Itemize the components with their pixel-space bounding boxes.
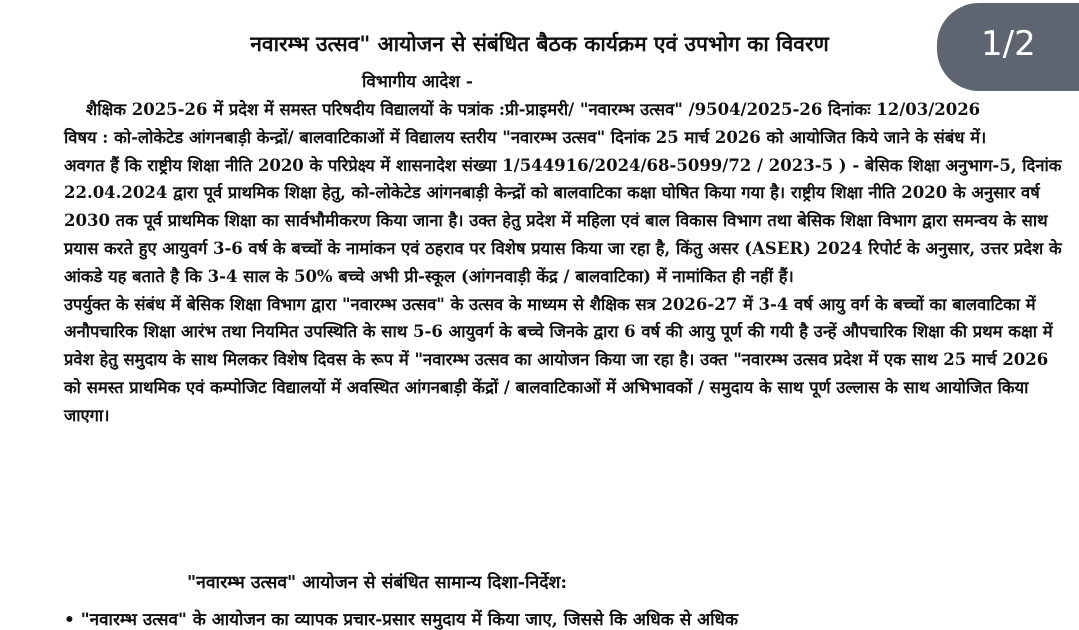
context-paragraph: अवगत हैं कि राष्ट्रीय शिक्षा नीति 2020 के परिप्रेक्ष्य में शासनादेश संख्या 1/544916/2024/68-5099/72 / 2023-5 ) - बेसिक शिक्षा अनुभाग-5, दिनांक 22.04.2024 द्वारा पूर्व प्राथमिक शिक्षा हेतु, को-लोकेटेड आंगनबाड़ी केन्द्रों को बालवाटिका कक्षा घोषित किया गया है। राष्ट्रीय शिक्षा नीति 2020 के अनुसार वर्ष 2030 तक पूर्व प्राथमिक शिक्षा का सार्वभौमीकरण किया जाना है। उक्त हेतु प्रदेश में महिला एवं बाल विकास विभाग तथा बेसिक शिक्षा विभाग द्वारा समन्वय के साथ प्रयास करते हुए आयुवर्ग 3-6 वर्ष के बच्चों के नामांकन एवं ठहराव पर विशेष प्रयास किया जा रहा है, किंतु असर (ASER) 2024 रिपोर्ट के अनुसार, उत्तर प्रदेश के आंकडे यह बताते है कि 3-4 साल के 50% बच्चे अभी प्री-स्कूल (आंगनवाड़ी केंद्र / बालवाटिका) में नामांकित ही नहीं हैं। <box>64 155 1062 286</box>
event-paragraph: उपर्युक्त के संबंध में बेसिक शिक्षा विभाग द्वारा "नवारम्भ उत्सव" के उत्सव के माध्यम से शैक्षिक सत्र 2026-27 में 3-4 वर्ष आयु वर्ग के बच्चों का बालवाटिका में अनौपचारिक शिक्षा आरंभ तथा नियमित उपस्थिति के साथ 5-6 आयुवर्ग के बच्चे जिनके द्वारा 6 वर्ष की आयु पूर्ण की गयी है उन्हें औपचारिक शिक्षा की प्रथम कक्षा में प्रवेश हेतु समुदाय के साथ मिलकर विशेष दिवस के रूप में "नवारम्भ उत्सव का आयोजन किया जा रहा है। उक्त "नवारम्भ उत्सव प्रदेश में एक साथ 25 मार्च 2026 को समस्त प्राथमिक एवं कम्पोजिट विद्यालयों में अवस्थित आंगनबाड़ी केंद्रों / बालवाटिकाओं में अभिभावकों / समुदाय के साथ पूर्ण उल्लास के साथ आयोजित किया जाएगा। <box>64 294 1053 425</box>
reference-paragraph: शैक्षिक 2025-26 में प्रदेश में समस्त परिषदीय विद्यालयों के पत्रांक :प्री-प्राइमरी/ "नवारम्भ उत्सव" /9504/2025-26 दिनांकः 12/03/2026 <box>86 100 981 119</box>
bullet-marker: • <box>64 610 75 630</box>
document-body <box>64 96 1064 430</box>
document-title: नवारम्भ उत्सव" आयोजन से संबंधित बैठक कार्यक्रम एवं उपभोग का विवरण <box>250 31 829 56</box>
guidelines-heading: "नवारम्भ उत्सव" आयोजन से संबंधित सामान्य दिशा-निर्देश: <box>187 573 567 593</box>
document-subtitle: विभागीय आदेश - <box>362 72 473 92</box>
bullet-text: "नवारम्भ उत्सव" के आयोजन का व्यापक प्रचार-प्रसार समुदाय में किया जाए, जिससे कि अधिक से अधिक <box>80 610 739 630</box>
page-indicator-badge <box>937 3 1079 91</box>
guideline-bullet-item <box>64 607 738 630</box>
subject-paragraph: विषय : को-लोकेटेड आंगनबाड़ी केन्द्रों/ बालवाटिकाओं में विद्यालय स्तरीय "नवारम्भ उत्सव" दिनांक 25 मार्च 2026 को आयोजित किये जाने के संबंध में। <box>64 127 987 147</box>
page-number: 1/2 <box>981 24 1036 64</box>
